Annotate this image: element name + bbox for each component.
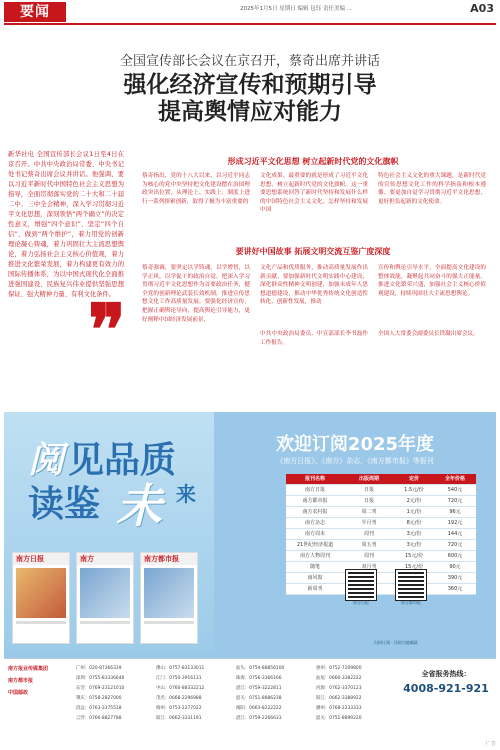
price-table-cell: 3元/份 xyxy=(406,531,422,537)
price-table-cell: 390元 xyxy=(447,575,463,581)
paper-photo xyxy=(80,568,130,618)
contact-entry: 揭阳：0663-8222222 xyxy=(236,706,282,711)
price-table-cell: 南方农村报 xyxy=(302,509,328,515)
ad-slogan-du: 读鉴 xyxy=(28,484,101,525)
article-column-8: 全国人大常委会副委员长铁凝出席会议。 xyxy=(378,331,479,337)
contact-bar xyxy=(4,658,496,732)
price-table-cell: 日报 xyxy=(363,487,374,493)
headline-line-1: 强化经济宣传和预期引导 xyxy=(123,72,377,98)
price-table-row xyxy=(286,518,476,529)
paper-masthead: 南方 xyxy=(77,553,133,565)
contact-entry: 肇庆：0758-2827000 xyxy=(76,696,122,701)
price-table-cell: 南方日报 xyxy=(304,487,325,493)
price-table-cell: 南方周末 xyxy=(304,531,325,537)
contact-entry: 汕尾：0660-3382222 xyxy=(316,676,362,681)
qr-label: 南方都市报 xyxy=(401,600,421,605)
price-table-cell: 南方人物周刊 xyxy=(299,553,330,559)
qr-label: 南方日报 xyxy=(353,600,369,605)
price-table-cell: 1.5元/份 xyxy=(404,487,424,493)
contact-entry: 阳江：0662-3331191 xyxy=(156,716,202,721)
paper-sample-2 xyxy=(76,552,134,644)
hotline xyxy=(398,669,494,695)
logo-china-post: 中国邮政 xyxy=(8,690,29,696)
ad-title: 欢迎订阅2025年度 xyxy=(275,434,435,455)
contact-entry: 佛山：0757-83133011 xyxy=(156,666,205,671)
contact-entry: 深圳：0755-83336646 xyxy=(76,676,125,681)
price-table-cell: 96元 xyxy=(449,509,461,515)
price-table-row xyxy=(286,584,476,595)
price-table-row xyxy=(286,573,476,584)
paper-photo xyxy=(144,568,194,618)
qr-code-1[interactable] xyxy=(344,570,378,606)
contact-entry: 梅州：0753-2277022 xyxy=(156,706,202,711)
article-column-3: 特色社会主义文化的重大课题，是新时代党的宣传思想文化工作的科学指南和根本遵循。要更加自觉学习贯彻习近平文化思想，更好担负起新的文化使命。 xyxy=(378,173,486,205)
price-table-cell: 南方杂志 xyxy=(304,520,325,526)
paper-text-lines xyxy=(80,621,130,624)
price-table-cell: 双月刊 xyxy=(361,564,377,570)
contact-entry: 广州：020-87366339 xyxy=(76,666,122,671)
price-table-row xyxy=(286,540,476,551)
price-table-cell: 南方都市报 xyxy=(302,498,328,504)
price-table xyxy=(286,474,476,595)
subhead-1: 形成习近平文化思想 树立起新时代党的文化旗帜 xyxy=(227,157,399,166)
article-column-2: 文化成果。最重要的就是形成了习近平文化思想，树立起新时代党的文化旗帜。这一重要思想系统回答了新时代坚持和发展什么样的中国特色社会主义文化、怎样坚持和发展中国 xyxy=(260,173,368,214)
qr-code-2[interactable] xyxy=(394,570,428,606)
price-table-cell: 半月刊 xyxy=(361,520,377,526)
price-table-cell: 南风窗 xyxy=(307,575,323,581)
price-table-header xyxy=(286,474,476,485)
price-table-cell: 21世纪经济报道 xyxy=(296,542,334,548)
price-table-cell: 周刊 xyxy=(363,553,374,559)
contact-entry: 汕头：0754-88856100 xyxy=(236,666,285,671)
contact-entry: 湛江：0759-2266633 xyxy=(236,716,282,721)
price-table-cell: 144元 xyxy=(447,531,463,537)
contact-entry: 韶关：0751-8899220 xyxy=(316,716,362,721)
price-table-cell: 15元/份 xyxy=(404,553,424,559)
newspaper-samples xyxy=(12,552,262,652)
qr-code-icon xyxy=(396,570,426,600)
price-table-row xyxy=(286,496,476,507)
ad-slogan-jian-pin: 见品质 xyxy=(68,440,177,481)
logo-nanfang-group: 南方报业传媒集团 xyxy=(8,666,49,672)
qr-code-icon xyxy=(346,570,376,600)
ad-slogan-wei: 未 xyxy=(116,479,162,533)
price-table-cell: 540元 xyxy=(447,487,463,493)
price-table-cell: 1元/份 xyxy=(406,509,422,515)
subscription-ad xyxy=(4,412,496,732)
ad-mark: 广告 xyxy=(485,741,496,747)
price-table-header-cell: 定价 xyxy=(408,476,419,482)
price-table-cell: 720元 xyxy=(447,498,463,504)
publisher-logos xyxy=(8,665,74,701)
price-table-header-cell: 报刊名称 xyxy=(304,476,325,482)
price-table-cell: 90元 xyxy=(449,564,461,570)
paper-masthead: 南方日报 xyxy=(13,553,69,565)
article-column-7: 中共中央政治局委员、中宣部部长李书磊作工作报告。 xyxy=(260,331,368,346)
ad-slogan-yue: 阅 xyxy=(28,440,65,481)
price-table-header-cell: 全年价格 xyxy=(444,476,465,482)
logo-nanfang-dushi: 南方都市报 xyxy=(8,678,34,684)
contact-entry: 潮州：0768-2233333 xyxy=(316,706,362,711)
price-table-row xyxy=(286,507,476,518)
price-table-row xyxy=(286,485,476,496)
contact-entry: 惠州：0752-7209800 xyxy=(316,666,362,671)
paper-sample-1 xyxy=(12,552,70,644)
paper-masthead: 南方都市报 xyxy=(141,553,197,565)
section-tag: 要闻 xyxy=(4,2,66,22)
subhead-2: 要讲好中国故事 拓展文明交流互鉴广度深度 xyxy=(235,247,391,256)
contact-entry: 阳江：0662-3388922 xyxy=(316,696,362,701)
price-table-header-cell: 出版周期 xyxy=(358,476,379,482)
price-table-cell: 周刊 xyxy=(363,531,374,537)
contact-entry: 珠海：0756-3366166 xyxy=(236,676,282,681)
ad-slogan-lai: 来 xyxy=(176,482,196,506)
contact-entry: 东莞：0769-23121010 xyxy=(76,686,125,691)
price-table-cell: 周二刊 xyxy=(361,509,377,515)
price-table-cell: 2元/份 xyxy=(406,498,422,504)
article-lead: 新华社电 全国宣传部长会议1日至4日在京召开。中共中央政治局常委、中央书记处书记蔡奇出席会议并讲话。他强调，要以习近平新时代中国特色社会主义思想为指导，全面贯彻落实党的二十大和二十届二中、三中全会精神，深入学习贯彻习近平文化思想，深刻领悟“两个确立”的决定性意义，增强“四个意识”、坚定“四个自信”、做到“两个维护”，着力用党的创新理论凝心铸魂，着力巩固壮大主流思想舆论，着力弘扬社会主义核心价值观，着力推进文化繁荣发展，着力构建更有效力的国际传播体系，为以中国式现代化全面推进强国建设、民族复兴伟业提供坚强思想保证、强大精神力量、有利文化条件。 xyxy=(8,151,124,298)
price-table-cell: 15元/份 xyxy=(404,564,424,570)
paper-photo xyxy=(16,568,66,618)
article-column-1: 蔡奇指出，党的十八大以来，以习近平同志为核心的党中央坚持把文化建设摆在治国理政突出位置，从理论上、实践上、制度上进行一系列探索创新，取得了极为丰富重要的 xyxy=(142,173,250,205)
price-table-cell: 720元 xyxy=(447,542,463,548)
contact-list xyxy=(76,665,394,725)
contact-entry: 湛江：0759-3222811 xyxy=(236,686,282,691)
paper-text-lines xyxy=(144,621,194,624)
article-kicker: 全国宣传部长会议在京召开，蔡奇出席并讲话 xyxy=(119,54,380,69)
contact-entry: 韶关：0751-8886238 xyxy=(236,696,282,701)
paper-text-lines xyxy=(16,621,66,624)
article-column-6: 宣传和舆论引导水平，全面提高文化建设的整体效能，凝聚起共同奋斗的强大正能量。推进文化繁荣兴盛，加强社会主义核心价值观建设，持续巩固壮大主流思想舆论。 xyxy=(378,265,486,297)
contact-entry: 云浮：0766-8827788 xyxy=(76,716,122,721)
price-table-cell: 3元/份 xyxy=(406,542,422,548)
header-rule xyxy=(4,23,496,25)
page-number: A03 xyxy=(470,2,494,15)
contact-entry: 江门：0750-3916131 xyxy=(156,676,202,681)
page-header xyxy=(0,0,500,22)
contact-entry: 中山：0760-88332212 xyxy=(156,686,205,691)
price-table-row xyxy=(286,529,476,540)
price-table-cell: 8元/份 xyxy=(406,520,422,526)
contact-entry: 茂名：0668-2296988 xyxy=(156,696,202,701)
price-table-cell: 192元 xyxy=(447,520,463,526)
hotline-label: 全省报务热线： xyxy=(421,670,471,678)
price-table-cell: 周五刊 xyxy=(361,542,377,548)
contact-entry: 河源：0762-3370123 xyxy=(316,686,362,691)
price-table-row xyxy=(286,551,476,562)
hotline-number[interactable]: 4008-921-921 xyxy=(403,682,489,695)
headline-line-2: 提高舆情应对能力 xyxy=(158,99,342,125)
price-table-cell: 日报 xyxy=(363,498,374,504)
article-headline xyxy=(0,72,500,126)
quote-mark-icon: ❞ xyxy=(88,288,126,371)
ad-subtitle: 《南方日报》、《南方》杂志、《南方都市报》等报刊 xyxy=(276,457,434,465)
paper-sample-3 xyxy=(140,552,198,644)
price-table-cell: 360元 xyxy=(447,586,463,592)
header-meta: 2025年1月5日 星期日 编辑 包钰 责任美编 ... xyxy=(240,6,352,12)
price-table-cell: 新周刊 xyxy=(307,586,323,592)
article-column-5: 文化产品和优质服务，推动高质量发展作出新贡献。要加强新时代文明实践中心建设，深化群众性精神文明创建，加强未成年人思想道德建设，推动中华优秀传统文化创造性转化、创新性发展，推动 xyxy=(260,265,368,306)
contact-entry: 清远：0763-3375518 xyxy=(76,706,122,711)
price-table-row xyxy=(286,562,476,573)
article-column-4: 蔡奇强调，要坚定以学铸魂，以学增智，以学正风，以学促干的政治自觉，把深入学习贯彻习近平文化思想作为首要政治任务，健全党的创新理论武装长效机制，推进宣传思想文化工作高质量发展。要强化经济宣传，把握正确舆论导向，提高舆论引导能力，更好阐释中国经济发展前景， xyxy=(142,265,250,323)
price-table-cell: 600元 xyxy=(447,553,463,559)
qr-note: 扫码订阅 · 详询当地邮政 xyxy=(374,640,418,645)
price-table-cell: 随笔 xyxy=(309,564,320,570)
